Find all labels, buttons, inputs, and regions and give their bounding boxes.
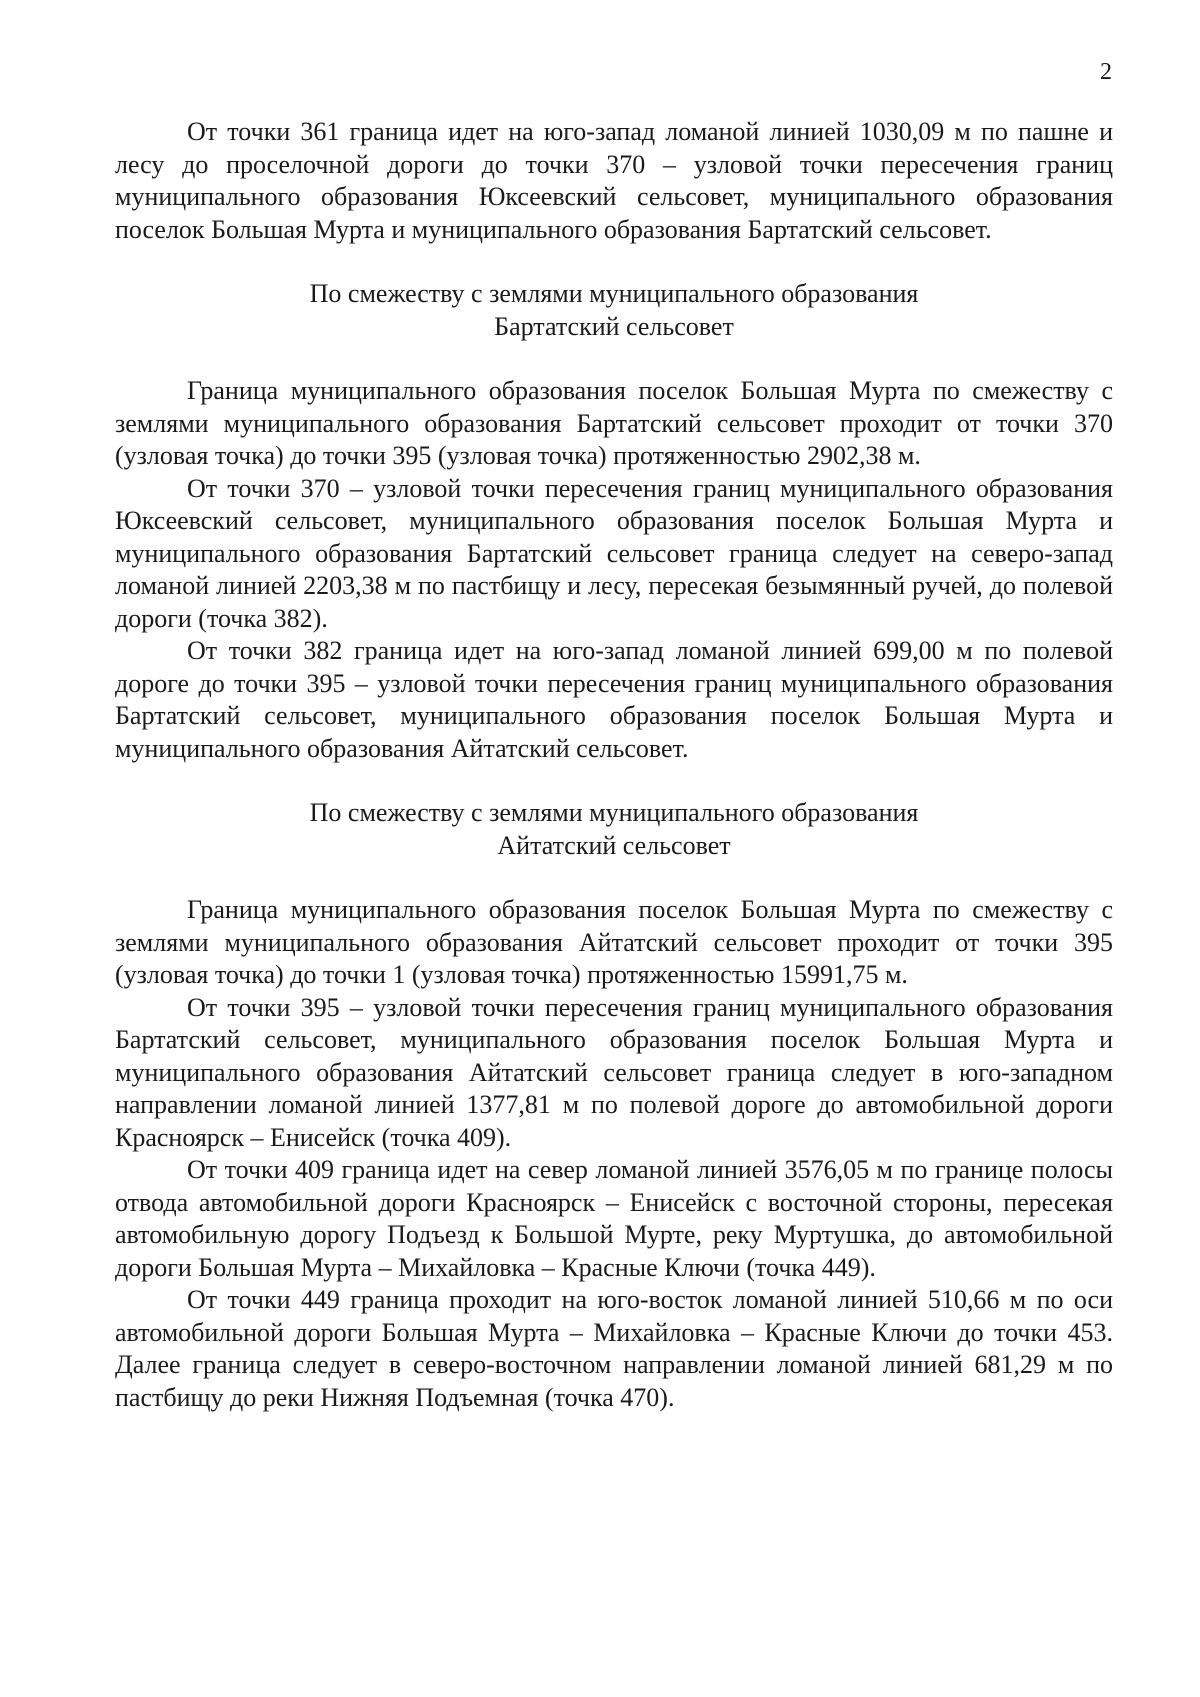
paragraph-4: От точки 382 граница идет на юго-запад ломаной линией 699,00 м по полевой дороге до точки 395 – узловой точки пересечения границ муниципального образования Бартатский сельсовет, муниципального образования поселок Большая Мурта и муниципального образования Айтатский сельсовет. [115,636,1113,763]
paragraph-1: От точки 361 граница идет на юго-запад ломаной линией 1030,09 м по пашне и лесу до проселочной дороги до точки 370 – узловой точки пересечения границ муниципального образования Юксеевский сельсовет, муниципального образования поселок Большая Мурта и муниципального образования Бартатский сельсовет. [115,117,1113,244]
paragraph-7: От точки 409 граница идет на север ломаной линией 3576,05 м по границе полосы отвода автомобильной дороги Красноярск – Енисейск с восточной стороны, пересекая автомобильную дорогу Подъезд к Большой Мурте, реку Муртушка, до автомобильной дороги Большая Мурта – Михайловка – Красные Ключи (точка 449). [115,1155,1113,1282]
section-heading-aitatsky [115,797,1113,862]
paragraph-3: От точки 370 – узловой точки пересечения границ муниципального образования Юксеевский сельсовет, муниципального образования поселок Большая Мурта и муниципального образования Бартатский сельсовет граница следует на северо-запад ломаной линией 2203,38 м по пастбищу и лесу, пересекая безымянный ручей, до полевой дороги (точка 382). [115,473,1113,633]
document-body [115,116,1113,1414]
paragraph-6: От точки 395 – узловой точки пересечения границ муниципального образования Бартатский сельсовет, муниципального образования поселок Большая Мурта и муниципального образования Айтатский сельсовет граница следует в юго-западном направлении ломаной линией 1377,81 м по полевой дороге до автомобильной дороги Красноярск – Енисейск (точка 409). [115,992,1113,1152]
paragraph-5: Граница муниципального образования поселок Большая Мурта по смежеству с землями муниципального образования Айтатский сельсовет проходит от точки 395 (узловая точка) до точки 1 (узловая точка) протяженностью 15991,75 м. [115,895,1113,989]
section-heading-bartatsky [115,278,1113,343]
paragraph-2: Граница муниципального образования поселок Большая Мурта по смежеству с землями муниципального образования Бартатский сельсовет проходит от точки 370 (узловая точка) до точки 395 (узловая точка) протяженностью 2902,38 м. [115,376,1113,470]
section-heading-bartatsky-line2: Бартатский сельсовет [494,311,734,341]
section-heading-aitatsky-line2: Айтатский сельсовет [497,830,731,860]
section-heading-aitatsky-line1: По смежеству с землями муниципального образования [309,798,919,827]
section-heading-bartatsky-line1: По смежеству с землями муниципального образования [309,279,919,308]
page-number: 2 [1100,59,1112,85]
paragraph-8: От точки 449 граница проходит на юго-восток ломаной линией 510,66 м по оси автомобильной дороги Большая Мурта – Михайловка – Красные Ключи до точки 453. Далее граница следует в северо-восточном направлении ломаной линией 681,29 м по пастбищу до реки Нижняя Подъемная (точка 470). [115,1285,1113,1412]
